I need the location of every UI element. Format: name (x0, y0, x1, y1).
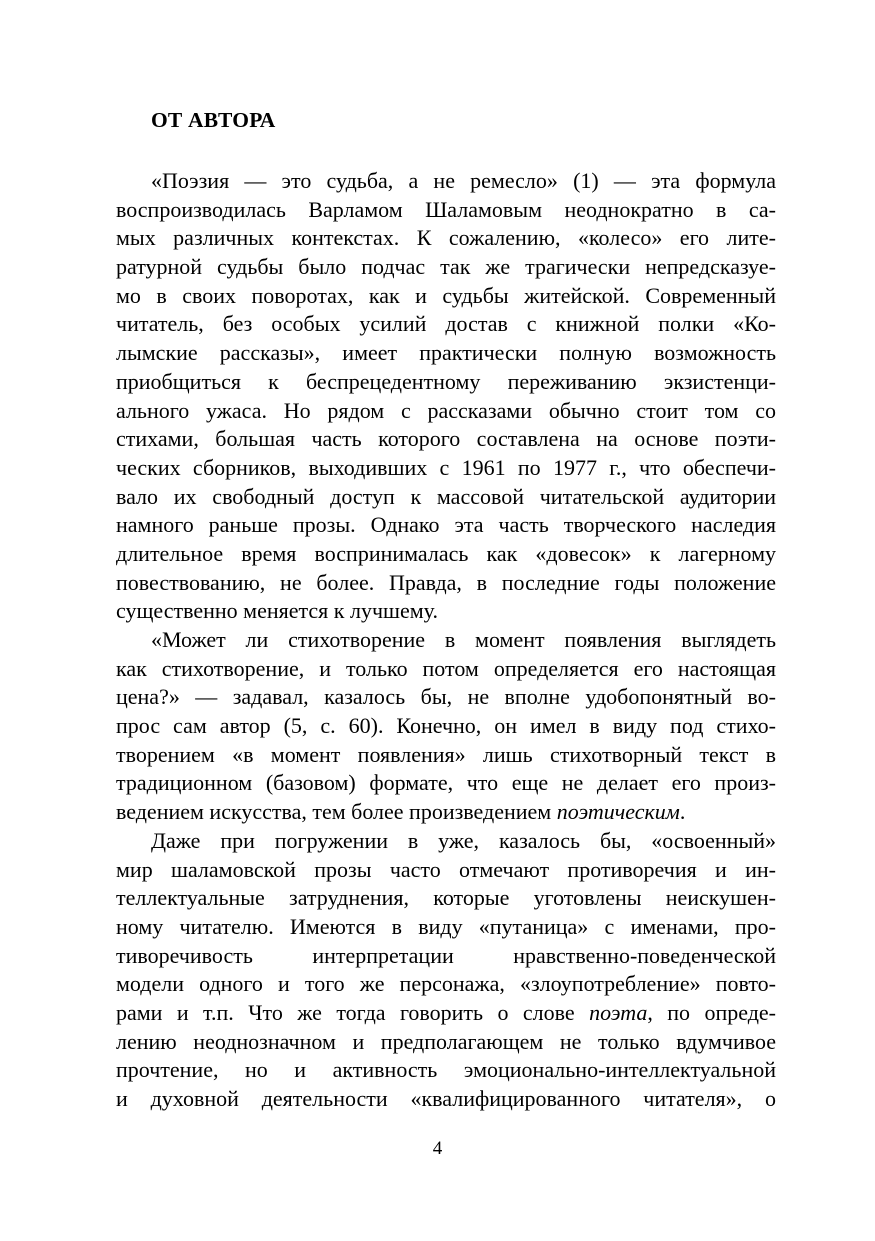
text-line: длительное время воспринималась как «довесок» к лагерному (116, 540, 776, 566)
text-line: воспроизводилась Варламом Шаламовым неоднократно в са- (116, 196, 776, 222)
text-line: мых различных контекстах. К сожалению, «колесо» его лите- (116, 225, 776, 251)
text-line: лению неоднозначном и предполагающем не только вдумчивое (116, 1028, 776, 1054)
text-line: теллектуальные затруднения, которые уготовлены неискушен- (116, 885, 776, 911)
text-line: прочтение, но и активность эмоционально-интеллектуальной (116, 1057, 776, 1083)
text-line: ратурной судьбы было подчас так же трагически непредсказуе- (116, 254, 776, 280)
text-line: мир шаламовской прозы часто отмечают противоречия и ин- (116, 856, 776, 882)
text-line: традиционном (базовом) формате, что еще не делает его произ- (116, 770, 776, 796)
italic-term: поэта (589, 999, 648, 1025)
paragraph (116, 167, 776, 626)
text-line: ческих сборников, выходивших с 1961 по 1977 г., что обеспечи- (116, 454, 776, 480)
text-line: модели одного и того же персонажа, «злоупотребление» повто- (116, 971, 776, 997)
body-text (116, 167, 776, 1114)
text-line: мо в своих поворотах, как и судьбы житейской. Современный (116, 282, 776, 308)
text-line: «Поэзия — это судьба, а не ремесло» (1) — эта формула (151, 168, 776, 193)
paragraph (116, 626, 776, 827)
text-line: и духовной деятельности «квалифицированного читателя», о (116, 1086, 776, 1111)
text-line: ведением искусства, тем более произведением поэтическим. (116, 799, 686, 825)
text-line: читатель, без особых усилий достав с книжной полки «Ко- (116, 311, 776, 337)
text-line: Даже при погружении в уже, казалось бы, «освоенный» (151, 827, 776, 853)
text-line: тиворечивость интерпретации нравственно-поведенческой (116, 942, 776, 968)
text-line: повествованию, не более. Правда, в последние годы положение (116, 569, 776, 595)
text-line: рами и т.п. Что же тогда говорить о слове поэта, по опреде- (116, 999, 777, 1025)
text-line: стихами, большая часть которого составлена на основе поэти- (116, 426, 776, 452)
text-line: приобщиться к беспрецедентному переживанию экзистенци- (116, 368, 776, 394)
page-number: 4 (432, 1138, 443, 1159)
text-line: прос сам автор (5, с. 60). Конечно, он имел в виду под стихо- (116, 713, 776, 739)
text-line: как стихотворение, и только потом определяется его настоящая (116, 655, 776, 681)
text-line: существенно меняется к лучшему. (116, 598, 438, 624)
text-line: «Может ли стихотворение в момент появления выглядеть (151, 627, 776, 652)
text-line: цена?» — задавал, казалось бы, не вполне удобопонятный во- (116, 684, 776, 710)
text-line: ному читателю. Имеются в виду «путаница» с именами, про- (116, 913, 776, 939)
text-line: творением «в момент появления» лишь стихотворный текст в (116, 741, 776, 767)
text-line: вало их свободный доступ к массовой читательской аудитории (116, 483, 776, 509)
paragraph (116, 827, 776, 1114)
italic-term: поэтическим (556, 799, 680, 825)
text-line: лымские рассказы», имеет практически полную возможность (116, 340, 776, 366)
text-line: ального ужаса. Но рядом с рассказами обычно стоит том со (116, 397, 776, 423)
page-title: ОТ АВТОРА (151, 108, 276, 132)
text-line: намного раньше прозы. Однако эта часть творческого наследия (116, 512, 776, 538)
